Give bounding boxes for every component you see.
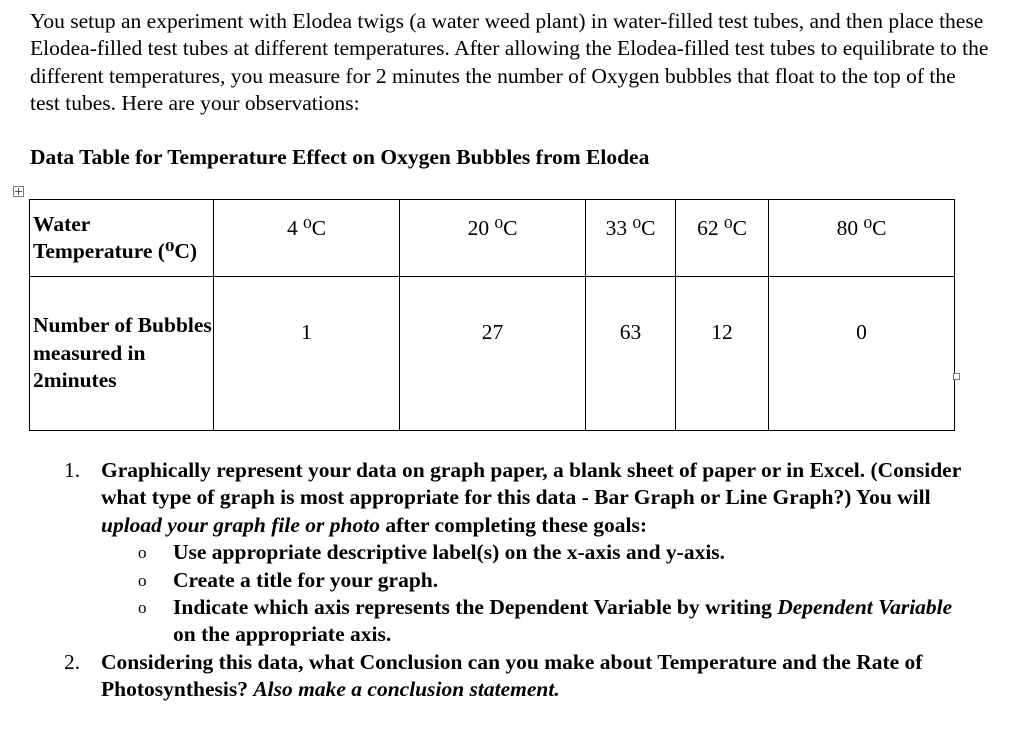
goal-3-text-italic: Dependent Variable [777, 595, 953, 620]
table-cell-bubbles-3: 63 [586, 277, 676, 431]
goal-3-text-a: Indicate which axis represents the Dependent Variable by writing [173, 595, 778, 620]
goal-item [58, 539, 968, 566]
question-1-text-a: Graphically represent your data on graph paper, a blank sheet of paper or in Excel. (Consider what type of graph is most appropriate for this data - Bar Graph or Line Graph?) You will [101, 458, 961, 510]
goal-1-text: Use appropriate descriptive label(s) on the x-axis and y-axis. [173, 540, 726, 565]
table-cell-temp-5: 80 ⁰C [769, 200, 955, 277]
table-resize-handle-icon[interactable] [953, 373, 960, 380]
question-2-text-a: Considering this data, what Conclusion can you make about Temperature and the Rate of Photosynthesis? [101, 649, 923, 702]
table-cell-bubbles-2: 27 [400, 277, 586, 431]
table-cell-bubbles-1: 1 [214, 277, 400, 431]
table-move-handle-icon[interactable] [13, 186, 24, 197]
table-cell-temp-3: 33 ⁰C [586, 200, 676, 277]
row-header-temperature: Water Temperature (⁰C) [30, 200, 214, 277]
table-row-bubbles [30, 277, 955, 431]
goal-item [58, 594, 968, 649]
table-cell-bubbles-4: 12 [676, 277, 769, 431]
question-1-number: 1. [64, 458, 81, 482]
bullet-icon: o [138, 598, 147, 618]
intro-paragraph: You setup an experiment with Elodea twigs (a water weed plant) in water-filled test tubes, and then place these Elodea-filled test tubes at different temperatures. After allowing the Elodea-filled test tubes to equilibrate to the different temperatures, you measure for 2 minutes the number of Oxygen bubbles that float to the top of the test tubes. Here are your observations: [30, 9, 989, 116]
goal-2-text: Create a title for your graph. [173, 567, 439, 592]
row-header-bubbles: Number of Bubbles measured in 2minutes [30, 277, 214, 431]
goal-item [58, 567, 968, 594]
questions-list [58, 457, 968, 704]
table-cell-temp-1: 4 ⁰C [214, 200, 400, 277]
goal-3-text-b: on the appropriate axis. [173, 622, 392, 647]
question-1-text-italic: upload your graph file or photo [101, 512, 380, 537]
bullet-icon: o [138, 570, 147, 590]
table-row-temperature [30, 200, 955, 277]
question-1 [58, 457, 968, 649]
table-heading: Data Table for Temperature Effect on Oxygen Bubbles from Elodea [30, 145, 650, 169]
question-2-text-italic: Also make a conclusion statement. [253, 677, 560, 702]
table-cell-temp-4: 62 ⁰C [676, 200, 769, 277]
table-cell-bubbles-5: 0 [769, 277, 955, 431]
bullet-icon: o [138, 543, 147, 563]
question-1-text-b: after completing these goals: [379, 512, 648, 537]
question-2-number: 2. [64, 649, 81, 674]
table-cell-temp-2: 20 ⁰C [400, 200, 586, 277]
question-2 [58, 649, 968, 704]
data-table [29, 199, 955, 431]
